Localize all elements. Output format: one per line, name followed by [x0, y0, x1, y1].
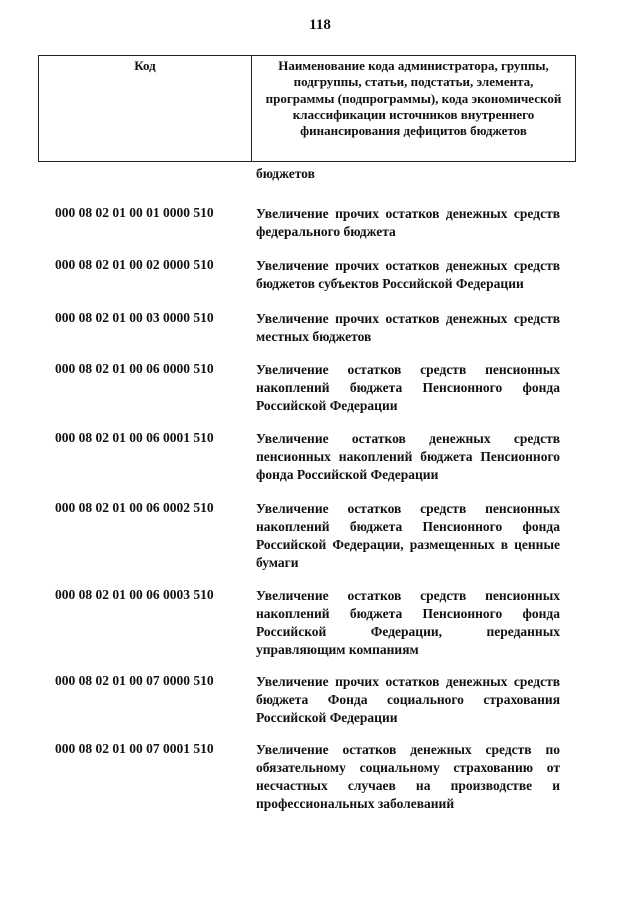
row-code: 000 08 02 01 00 07 0000 510 [55, 673, 214, 688]
row-code: 000 08 02 01 00 06 0003 510 [55, 587, 214, 602]
row-description: Увеличение прочих остатков денежных средств федерального бюджета [256, 206, 560, 239]
page-number: 118 [309, 17, 331, 33]
row-description: Увеличение остатков денежных средств пенсионных накоплений бюджета Пенсионного фонда Российской Федерации [256, 431, 560, 482]
row-code: 000 08 02 01 00 06 0001 510 [55, 430, 214, 445]
row-code: 000 08 02 01 00 03 0000 510 [55, 310, 214, 325]
row-code: 000 08 02 01 00 06 0002 510 [55, 500, 214, 515]
row-code: 000 08 02 01 00 01 0000 510 [55, 205, 214, 220]
name-column-header: Наименование кода администратора, группы, подгруппы, статьи, подстатьи, элемента, программы (подпрограммы), кода экономической классификации источников внутреннего финансирования дефицитов бюджетов [265, 58, 562, 139]
row-description: Увеличение остатков средств пенсионных накоплений бюджета Пенсионного фонда Российской Федерации, размещенных в ценные бумаги [256, 501, 560, 570]
row-description: Увеличение остатков средств пенсионных накоплений бюджета Пенсионного фонда Российской Федерации [256, 362, 560, 413]
row-code: 000 08 02 01 00 07 0001 510 [55, 741, 214, 756]
row-code: 000 08 02 01 00 06 0000 510 [55, 361, 214, 376]
continuation-text: бюджетов [256, 166, 315, 181]
row-description: Увеличение прочих остатков денежных средств местных бюджетов [256, 311, 560, 344]
row-description: Увеличение прочих остатков денежных средств бюджета Фонда социального страхования Российской Федерации [256, 674, 560, 725]
row-description: Увеличение прочих остатков денежных средств бюджетов субъектов Российской Федерации [256, 258, 560, 291]
table-header [38, 55, 576, 162]
row-code: 000 08 02 01 00 02 0000 510 [55, 257, 214, 272]
code-column-header: Код [134, 58, 156, 73]
row-description: Увеличение остатков средств пенсионных накоплений бюджета Пенсионного фонда Российской Федерации, переданных управляющим компаниям [256, 588, 560, 657]
row-description: Увеличение остатков денежных средств по обязательному социальному страхованию от несчастных случаев на производстве и профессиональных заболеваний [256, 742, 560, 811]
